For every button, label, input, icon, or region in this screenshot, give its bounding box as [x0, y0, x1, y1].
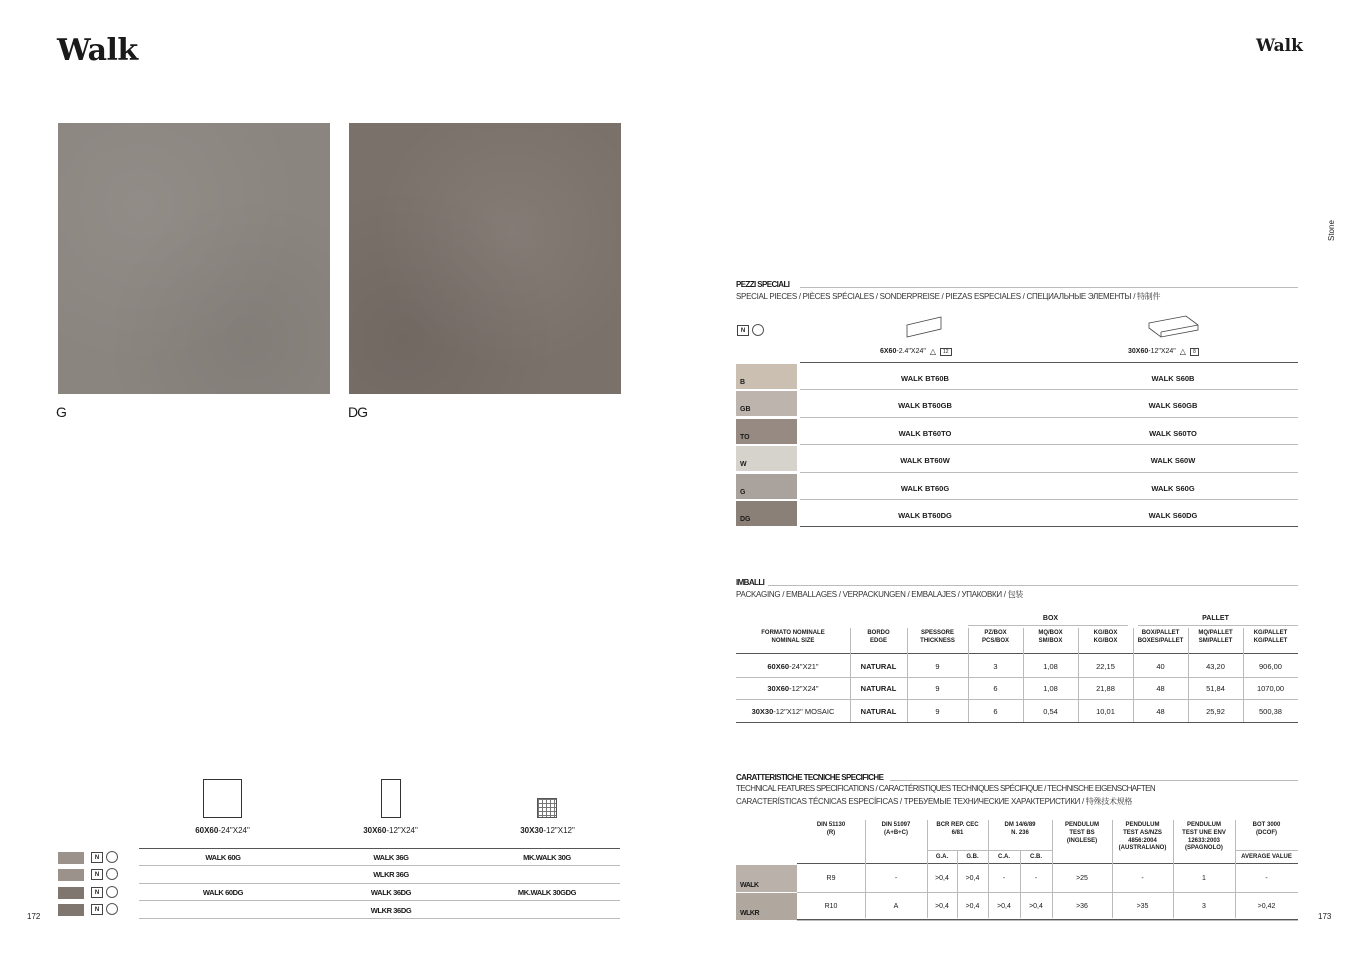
special-code: WALK BT60GB — [898, 401, 952, 410]
technical-header-line: (AUSTRALIANO) — [1118, 845, 1167, 852]
technical-header-line: DM 14/6/89 — [1004, 822, 1036, 828]
group-pallet: PALLET — [1202, 615, 1229, 622]
packaging-value: 22,15 — [1096, 662, 1115, 671]
special-col1-header: 6X60-2.4"X24" △ 12 — [880, 347, 952, 356]
technical-value: >0,4 — [965, 875, 980, 882]
code-cell: WALK 36DG — [370, 888, 412, 897]
packaging-header — [907, 630, 968, 646]
format-label-30x60: 30X60-12"X24" — [363, 826, 418, 835]
color-chip-gb: GB — [736, 391, 797, 416]
packaging-value: 0,54 — [1043, 707, 1058, 716]
side-label: Stone — [1327, 220, 1336, 241]
table-rule — [736, 699, 1298, 700]
technical-value: >0,4 — [997, 903, 1011, 910]
technical-subtitle-1: TECHNICAL FEATURES SPECIFICATIONS / CARACTÉRISTIQUES TECHNIQUES SPÉCIFIQUE / TECHNISCHE EIGENSCHAFTEN — [736, 784, 1156, 793]
special-title: PEZZI SPECIALI — [736, 280, 790, 289]
packaging-header — [1133, 630, 1188, 646]
packaging-value: 21,88 — [1096, 684, 1115, 693]
packaging-value: NATURAL — [860, 707, 897, 716]
technical-subheader: C.A. — [998, 854, 1010, 860]
packaging-value: 40 — [1156, 662, 1165, 671]
packaging-header-line: THICKNESS — [920, 637, 955, 644]
packaging-size: 30X60-12"X24" — [767, 684, 819, 693]
code-cell: WALK 60G — [205, 853, 241, 862]
technical-value: >0,4 — [965, 903, 980, 910]
technical-value: A — [893, 903, 899, 910]
technical-value: - — [894, 875, 898, 882]
technical-header — [1173, 822, 1235, 853]
packaging-header-line: PZ/BOX — [984, 630, 1007, 636]
format-label-60x60: 60X60-24"X24" — [195, 826, 250, 835]
technical-header-line: BCR REP. CEC — [936, 822, 979, 828]
packaging-value: 1070,00 — [1256, 684, 1285, 693]
technical-header-line: (INGLESE) — [1066, 837, 1098, 844]
technical-header — [1112, 822, 1173, 853]
format-mosaic-icon — [537, 798, 557, 818]
color-chip-g: G — [736, 474, 797, 499]
packaging-header — [1243, 630, 1298, 646]
packaging-header-line: KG/PALLET — [1253, 637, 1288, 644]
technical-value: >35 — [1136, 903, 1149, 910]
natural-icon: N — [91, 869, 103, 880]
color-chip-w: W — [736, 446, 797, 471]
color-chip-b: B — [736, 364, 797, 389]
color-chip-dg: DG — [736, 501, 797, 526]
special-code: WALK S60B — [1151, 374, 1195, 383]
circle-icon — [106, 903, 118, 915]
technical-header — [865, 822, 927, 838]
packaging-value: 10,01 — [1096, 707, 1115, 716]
sample-image-g — [58, 123, 330, 394]
technical-value: - — [1141, 875, 1144, 882]
technical-subheader: G.A. — [935, 854, 949, 860]
technical-value: R10 — [824, 903, 838, 910]
packaging-title: IMBALLI — [736, 578, 765, 587]
technical-header-line: PENDULUM — [1065, 822, 1099, 828]
group-box: BOX — [1042, 615, 1059, 622]
format-rectangle-icon — [381, 779, 401, 818]
packaging-header — [968, 630, 1023, 646]
packaging-value: 6 — [993, 707, 998, 716]
packaging-value: 906,00 — [1259, 662, 1282, 671]
technical-header-line: 4856:2004 — [1128, 837, 1157, 844]
color-chip-dg2 — [58, 904, 84, 916]
technical-value: - — [1034, 875, 1038, 882]
code-cell: WLKR 36DG — [370, 906, 412, 915]
technical-row-name: WALK — [740, 882, 759, 889]
technical-value: >0,4 — [1029, 903, 1043, 910]
packaging-value: 9 — [935, 707, 940, 716]
packaging-header-line: MQ/PALLET — [1198, 630, 1233, 636]
technical-table — [736, 820, 1298, 920]
packaging-size: 60X60-24"X21" — [767, 662, 819, 671]
packaging-header-line: SPESSORE — [920, 630, 954, 636]
technical-header — [988, 822, 1052, 838]
packaging-value: 1,08 — [1043, 684, 1058, 693]
technical-value: >25 — [1076, 875, 1088, 882]
circle-icon — [106, 851, 118, 863]
special-code: WALK S60GB — [1148, 401, 1198, 410]
packaging-header-line: BORDO — [867, 630, 890, 636]
packaging-value: 25,92 — [1206, 707, 1225, 716]
technical-row-chip — [736, 865, 797, 892]
table-rule — [736, 653, 1298, 654]
technical-header-line: TEST AS/NZS — [1123, 829, 1162, 836]
circle-icon — [106, 886, 118, 898]
technical-value: - — [1002, 875, 1006, 882]
natural-icon: N — [91, 852, 103, 863]
packaging-header-line: MQ/BOX — [1038, 630, 1063, 636]
packaging-value: 43,20 — [1206, 662, 1225, 671]
technical-header-line: (A+B+C) — [883, 829, 908, 836]
table-rule — [927, 850, 1052, 851]
table-rule — [736, 722, 1298, 723]
technical-header-line: N. 236 — [1011, 829, 1029, 836]
technical-subheader: AVERAGE VALUE — [1241, 854, 1292, 860]
packaging-value: NATURAL — [860, 662, 897, 671]
technical-header-line: TEST UNE ENV — [1182, 829, 1226, 836]
packaging-subtitle: PACKAGING / EMBALLAGES / VERPACKUNGEN / EMBALAJES / УПАКОВКИ / 包装 — [736, 590, 1023, 599]
color-chip-to: TO — [736, 419, 797, 444]
packaging-value: 6 — [993, 684, 998, 693]
technical-header — [1235, 822, 1298, 838]
technical-value: 3 — [1202, 903, 1206, 910]
technical-header — [797, 822, 865, 838]
step-icon — [1146, 313, 1202, 339]
technical-header-line: DIN 51130 — [816, 822, 846, 828]
table-rule — [797, 863, 1298, 864]
technical-header — [927, 822, 988, 838]
packaging-size: 30X30-12"X12" MOSAIC — [751, 707, 835, 716]
code-cell: MK.WALK 30GDG — [517, 888, 577, 897]
special-code: WALK S60G — [1151, 484, 1195, 493]
technical-subheader: G.B. — [966, 854, 979, 860]
packaging-value: 51,84 — [1206, 684, 1225, 693]
technical-header-line: (R) — [826, 829, 836, 836]
technical-row-name: WLKR — [740, 910, 759, 917]
special-code: WALK BT60W — [900, 456, 950, 465]
code-cell: WLKR 36G — [373, 870, 409, 879]
packaging-header — [1023, 630, 1078, 646]
technical-header-line: PENDULUM — [1187, 822, 1221, 828]
technical-header-line: 6/81 — [951, 829, 964, 836]
packaging-header-line: FORMATO NOMINALE — [761, 630, 825, 636]
packaging-header-line: SM/PALLET — [1198, 637, 1233, 644]
technical-value: >0,42 — [1257, 903, 1276, 910]
packaging-value: 48 — [1156, 707, 1165, 716]
page-title: Walk — [57, 33, 138, 68]
technical-value: 1 — [1202, 875, 1206, 882]
packaging-value: 500,38 — [1259, 707, 1282, 716]
table-rule — [797, 919, 1298, 920]
packaging-value: 9 — [935, 684, 940, 693]
technical-row-chip — [736, 893, 797, 920]
technical-header — [1052, 822, 1112, 845]
page-number-right: 173 — [1318, 912, 1332, 921]
packaging-value: NATURAL — [860, 684, 897, 693]
packaging-value: 48 — [1156, 684, 1165, 693]
natural-icon: N — [737, 325, 749, 336]
packaging-value: 9 — [935, 662, 940, 671]
technical-header-line: TEST BS — [1069, 829, 1095, 836]
packaging-header-line: BOXES/PALLET — [1137, 637, 1184, 644]
code-cell: MK.WALK 30G — [523, 853, 571, 862]
color-chip-g1 — [58, 852, 84, 864]
packaging-header — [1078, 630, 1133, 646]
page-number-left: 172 — [27, 912, 41, 921]
technical-title: CARATTERISTICHE TECNICHE SPECIFICHE — [736, 773, 884, 782]
technical-header-line: PENDULUM — [1125, 822, 1160, 828]
natural-icon: N — [91, 904, 103, 915]
circle-icon — [752, 324, 764, 336]
table-rule — [1235, 850, 1298, 851]
technical-value: >0,4 — [935, 875, 949, 882]
packaging-header-line: EDGE — [869, 637, 887, 644]
technical-subtitle-2: CARACTERÍSTICAS TÉCNICAS ESPECÍFICAS / ТРЕБУЕМЫЕ ТЕХНИЧЕСКИЕ ХАРАКТЕРИСТИКИ / 特殊技术规格 — [736, 797, 1133, 806]
packaging-value: 3 — [993, 662, 998, 671]
packaging-header-line: SM/BOX — [1038, 637, 1063, 644]
packaging-header-line: BOX/PALLET — [1141, 630, 1180, 636]
packaging-header-line: NOMINAL SIZE — [771, 637, 815, 644]
bullnose-icon — [905, 313, 945, 339]
format-label-30x30: 30X30-12"X12" — [520, 826, 575, 835]
technical-header-line: BOT 3000 — [1252, 822, 1281, 828]
header-right: Walk — [1256, 36, 1303, 56]
special-code: WALK BT60B — [901, 374, 949, 383]
technical-header-line: (SPAGNOLO) — [1185, 845, 1223, 852]
special-code: WALK S60TO — [1149, 429, 1197, 438]
technical-value: >36 — [1076, 903, 1088, 910]
sample-image-dg — [349, 123, 621, 394]
code-cell: WALK 60DG — [202, 888, 244, 897]
color-chip-dg1 — [58, 887, 84, 899]
special-subtitle: SPECIAL PIECES / PIÈCES SPÉCIALES / SONDERPREISE / PIEZAS ESPECIALES / СПЕЦИАЛЬНЫЕ ЭЛЕМЕНТЫ / 特制件 — [736, 292, 1161, 301]
packaging-header — [736, 630, 850, 646]
sample-label-g: G — [56, 404, 67, 420]
code-cell: WALK 36G — [373, 853, 409, 862]
special-col2-header: 30X60-12"X24" △ 8 — [1128, 347, 1199, 356]
format-square-icon — [203, 779, 242, 818]
sample-label-dg: DG — [348, 404, 367, 420]
special-code: WALK S60DG — [1148, 511, 1198, 520]
technical-value: R9 — [826, 875, 836, 882]
special-code: WALK BT60TO — [898, 429, 952, 438]
special-code: WALK S60W — [1150, 456, 1196, 465]
technical-subheader: C.B. — [1030, 854, 1042, 860]
packaging-header-line: KG/PALLET — [1253, 630, 1288, 636]
natural-icon: N — [91, 887, 103, 898]
special-code: WALK BT60DG — [898, 511, 952, 520]
table-rule — [797, 892, 1298, 893]
packaging-header — [1188, 630, 1243, 646]
special-code: WALK BT60G — [900, 484, 950, 493]
table-rule — [736, 677, 1298, 678]
technical-value: >0,4 — [935, 903, 949, 910]
packaging-header-line: KG/BOX — [1093, 630, 1118, 636]
technical-header-line: (DCOF) — [1256, 829, 1277, 836]
circle-icon — [106, 868, 118, 880]
technical-header-line: 12633:2003 — [1187, 837, 1221, 844]
color-chip-g2 — [58, 869, 84, 881]
packaging-header-line: PCS/BOX — [981, 637, 1009, 644]
table-rule — [797, 920, 1298, 921]
technical-value: - — [1265, 875, 1268, 882]
packaging-header-line: KG/BOX — [1093, 637, 1118, 644]
technical-header-line: DIN 51097 — [881, 822, 911, 828]
packaging-value: 1,08 — [1043, 662, 1058, 671]
packaging-table — [736, 628, 1298, 723]
packaging-header — [850, 630, 907, 646]
